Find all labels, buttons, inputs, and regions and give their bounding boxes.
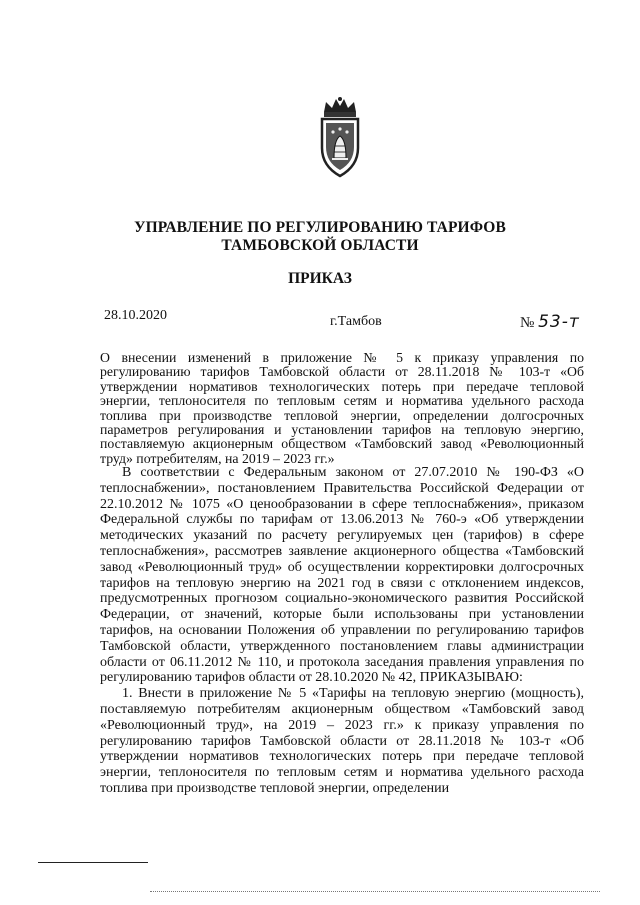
- body-paragraph-1: В соответствии с Федеральным законом от 27.07.2010 № 190-ФЗ «О теплоснабжении», постановлением Правительства Российской Федерации от 22.10.2012 № 1075 «О ценообразовании в сфере теплоснабжения», приказом Федеральной службы по тарифам от 13.06.2013 № 760-э «Об утверждении методических указаний по расчету регулируемых цен (тарифов) в сфере теплоснабжения», рассмотрев заявление акционерного общества «Тамбовский завод «Революционный труд» об осуществлении корректировки долгосрочных тарифов на тепловую энергию на 2021 год в связи с отклонением индексов, предусмотренных прогнозом социально-экономического развития Российской Федерации, от значений, которые были использованы при установлении тарифов, на основании Положения об управлении по регулированию тарифов Тамбовской области, утвержденного постановлением главы администрации области от 06.11.2012 № 110, и протокола заседания правления управления по регулированию тарифов области от 28.10.2020 № 42, ПРИКАЗЫВАЮ:: [100, 465, 584, 686]
- doc-date: 28.10.2020: [104, 308, 167, 323]
- tambov-coat-of-arms-icon: [312, 96, 368, 180]
- doc-city: г.Тамбов: [330, 314, 382, 329]
- doc-number-handwritten: 53-т: [538, 312, 580, 332]
- org-title-line2: ТАМБОВСКОЙ ОБЛАСТИ: [221, 237, 419, 254]
- body-paragraph-2: 1. Внести в приложение № 5 «Тарифы на тепловую энергию (мощность), поставляемую потребителям акционерным обществом «Тамбовский завод «Революционный труд», на 2019 – 2023 гг.» к приказу управления по регулированию тарифов Тамбовской области от 28.11.2018 № 103-т «Об утверждении нормативов технологических потерь при передаче тепловой энергии, теплоносителя по тепловым сетям и норматива удельного расхода топлива при производстве тепловой энергии, определении: [100, 686, 584, 796]
- scan-artifact-line: [150, 891, 600, 892]
- doc-number: [520, 312, 580, 332]
- footnote-divider: [38, 862, 148, 863]
- doc-subject: О внесении изменений в приложение № 5 к приказу управления по регулированию тарифов Тамбовской области от 28.11.2018 № 103-т «Об утверждении нормативов технологических потерь при передаче тепловой энергии, теплоносителя по тепловым сетям и норматива удельного расхода топлива при производстве тепловой энергии, определении долгосрочных параметров регулирования и установлении тарифов на тепловую энергию, поставляемую акционерным обществом «Тамбовский завод «Революционный труд» потребителям, на 2019 – 2023 гг.»: [100, 350, 584, 466]
- doc-type-title: ПРИКАЗ: [288, 270, 352, 287]
- doc-number-prefix: №: [520, 315, 535, 331]
- doc-body: [100, 465, 584, 797]
- org-title-line1: УПРАВЛЕНИЕ ПО РЕГУЛИРОВАНИЮ ТАРИФОВ: [134, 219, 506, 236]
